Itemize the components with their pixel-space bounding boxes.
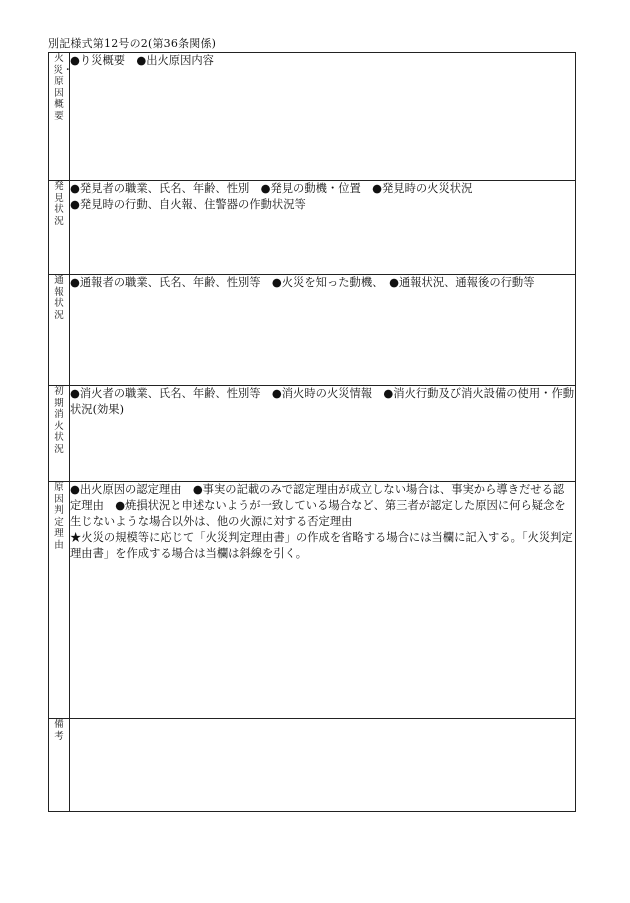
form-title: 別記様式第12号の2(第36条関係) [48,37,217,50]
fire-report-form [48,52,576,812]
content-cell-report-status[interactable] [70,275,576,386]
content-cell-cause-determination[interactable] [70,482,576,719]
label-cell [49,719,70,812]
row-remarks [49,719,576,812]
row-discovery-status [49,181,576,275]
instruction-text: ●り災概要 ●出火原因内容 [70,54,214,67]
row-label-discovery-status: 発見状況 [54,181,64,227]
row-label-fire-cause-summary: 火災・原因概要 [53,53,73,122]
row-fire-cause-summary [49,53,576,181]
instruction-text: ●出火原因の認定理由 ●事実の記載のみで認定理由が成立しない場合は、事実から導きだせる認定理由 ●焼損状況と申述ないようが一致している場合など、第三者が認定した原因に何ら疑念を生じないような場合以外は、他の火源に対する否定理由 [70,483,566,528]
content-cell-discovery-status[interactable] [70,181,576,275]
content-cell-remarks[interactable] [70,719,576,812]
instruction-text: ●発見時の行動、自火報、住警器の作動状況等 [70,198,306,211]
instruction-text: ●通報者の職業、氏名、年齢、性別等 ●火災を知った動機、 ●通報状況、通報後の行動等 [70,276,535,289]
row-label-cause-determination: 原因判定理由 [54,482,64,551]
label-cell [49,482,70,719]
row-label-initial-extinguishing: 初期消火状況 [54,386,64,455]
row-initial-extinguishing [49,386,576,482]
instruction-text: ★火災の規模等に応じて「火災判定理由書」の作成を省略する場合には当欄に記入する。「火災判定理由書」を作成する場合は当欄は斜線を引く。 [70,531,573,560]
label-cell [49,181,70,275]
label-cell [49,275,70,386]
row-label-remarks: 備考 [54,719,64,742]
instruction-text: ●消火者の職業、氏名、年齢、性別等 ●消火時の火災情報 ●消火行動及び消火設備の使用・作動状況(効果) [70,387,575,416]
row-cause-determination [49,482,576,719]
row-label-report-status: 通報状況 [54,275,64,321]
instruction-text: ●発見者の職業、氏名、年齢、性別 ●発見の動機・位置 ●発見時の火災状況 [70,182,473,195]
content-cell-initial-extinguishing[interactable] [70,386,576,482]
content-cell-fire-cause-summary[interactable] [70,53,576,181]
row-report-status [49,275,576,386]
label-cell [49,386,70,482]
label-cell [49,53,73,181]
